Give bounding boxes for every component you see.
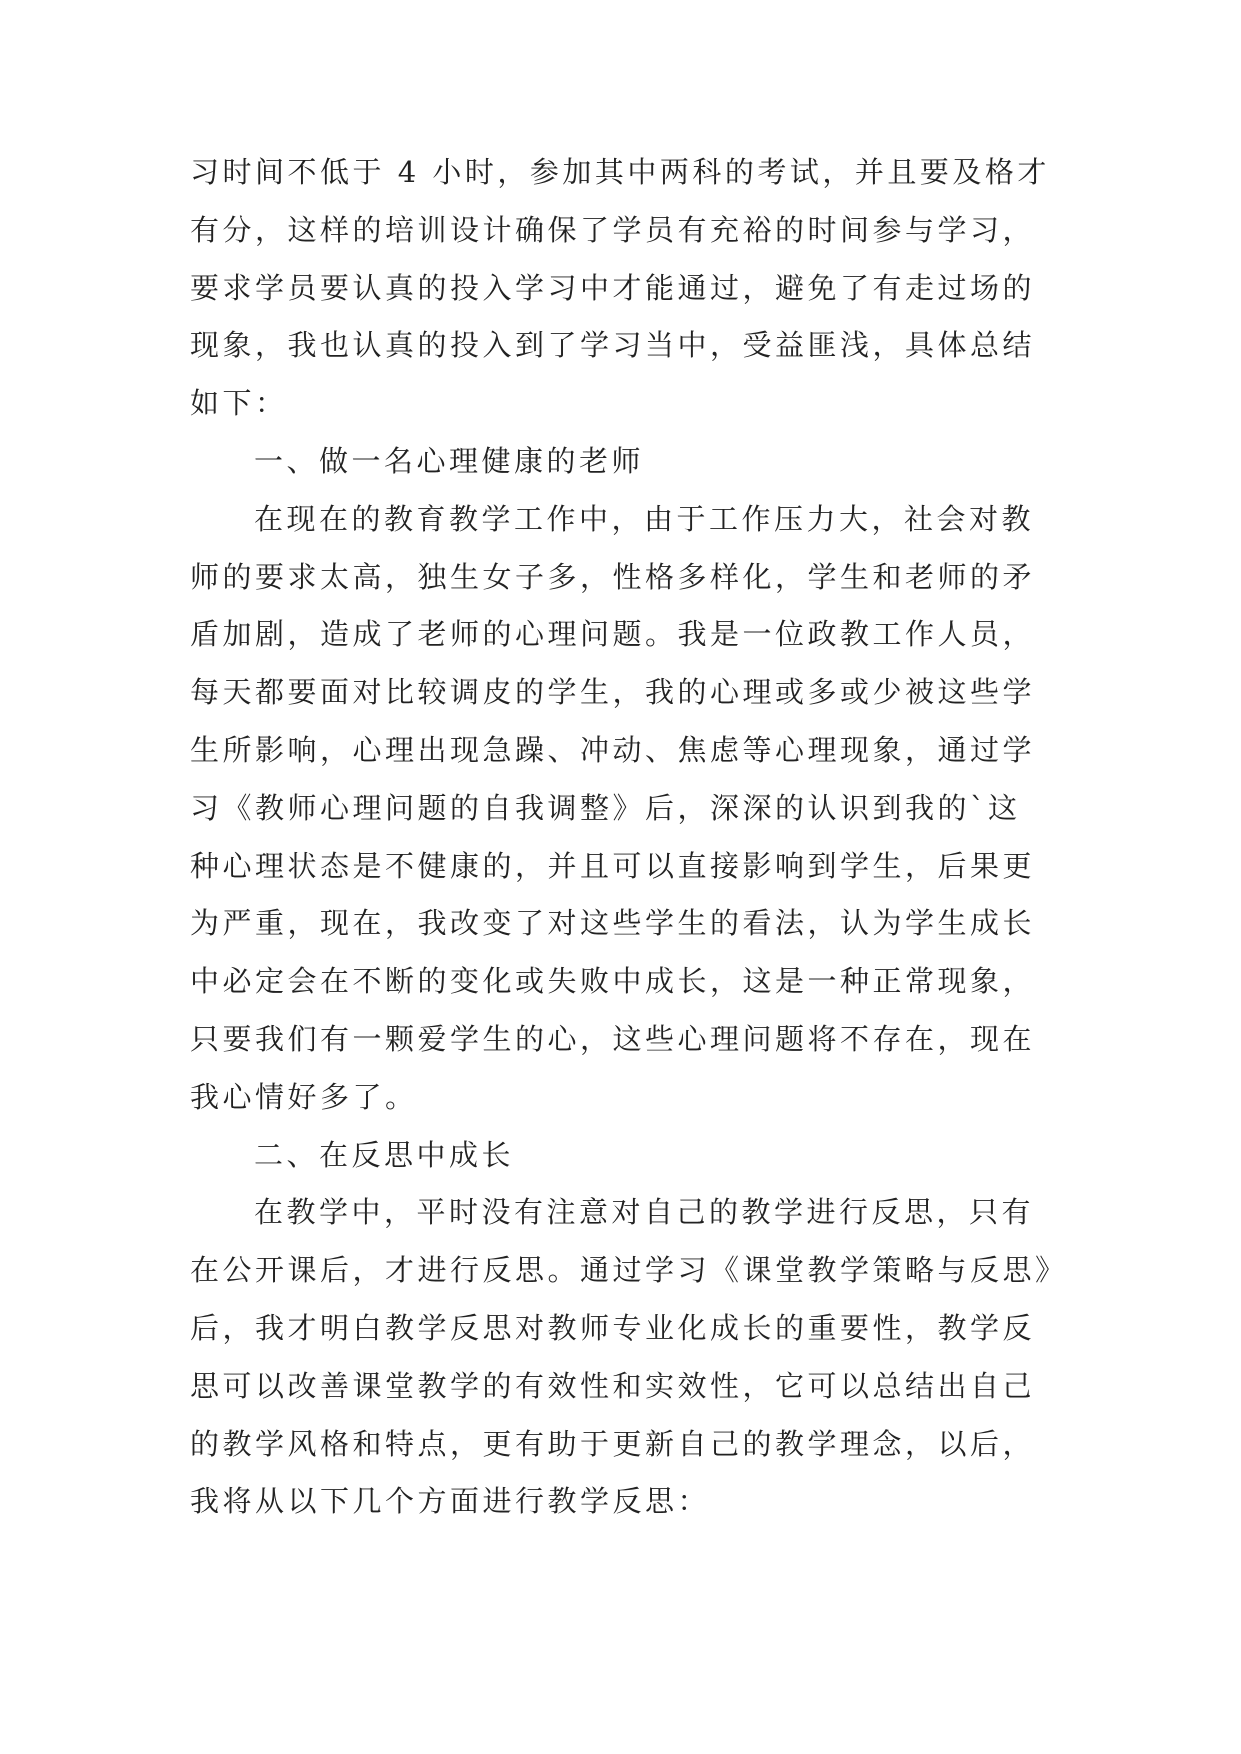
text-line: 的教学风格和特点，更有助于更新自己的教学理念，以后， [190, 1426, 1036, 1461]
text-line: 中必定会在不断的变化或失败中成长，这是一种正常现象， [190, 964, 1036, 999]
text-line: 后，我才明白教学反思对教师专业化成长的重要性，教学反 [190, 1310, 1036, 1345]
document-body [190, 144, 1068, 1531]
paragraph-intro [190, 144, 1060, 433]
text-line: 习时间不低于 4 小时，参加其中两科的考试，并且要及格才 [190, 155, 1050, 189]
paragraph-section-1 [190, 491, 1060, 1127]
text-line: 为严重，现在，我改变了对这些学生的看法，认为学生成长 [190, 906, 1036, 941]
text-line: 在教学中，平时没有注意对自己的教学进行反思，只有 [254, 1195, 1035, 1230]
text-line: 现象，我也认真的投入到了学习当中，受益匪浅，具体总结 [190, 328, 1036, 363]
heading-text: 一、做一名心理健康的老师 [254, 443, 645, 478]
text-line: 在公开课后，才进行反思。通过学习《课堂教学策略与反思》 [190, 1253, 1068, 1288]
text-line: 思可以改善课堂教学的有效性和实效性，它可以总结出自己 [190, 1368, 1036, 1403]
text-line: 在现在的教育教学工作中，由于工作压力大，社会对教 [254, 501, 1035, 536]
text-line: 每天都要面对比较调皮的学生，我的心理或多或少被这些学 [190, 675, 1036, 710]
text-line: 要求学员要认真的投入学习中才能通过，避免了有走过场的 [190, 270, 1036, 305]
section-heading-1 [190, 433, 1060, 491]
text-line: 如下： [190, 386, 288, 421]
text-line: 种心理状态是不健康的，并且可以直接影响到学生，后果更 [190, 848, 1036, 883]
text-line: 我心情好多了。 [190, 1079, 418, 1114]
text-line: 只要我们有一颗爱学生的心，这些心理问题将不存在，现在 [190, 1021, 1036, 1056]
section-heading-2 [190, 1127, 1060, 1185]
text-line: 生所影响，心理出现急躁、冲动、焦虑等心理现象，通过学 [190, 732, 1036, 767]
text-line: 师的要求太高，独生女子多，性格多样化，学生和老师的矛 [190, 559, 1036, 594]
paragraph-section-2 [190, 1184, 1068, 1531]
text-line: 盾加剧，造成了老师的心理问题。我是一位政教工作人员， [190, 617, 1036, 652]
heading-text: 二、在反思中成长 [254, 1137, 515, 1172]
text-line: 有分，这样的培训设计确保了学员有充裕的时间参与学习， [190, 212, 1036, 247]
text-line: 我将从以下几个方面进行教学反思： [190, 1484, 711, 1519]
text-line: 习《教师心理问题的自我调整》后，深深的认识到我的`这 [190, 790, 1021, 825]
